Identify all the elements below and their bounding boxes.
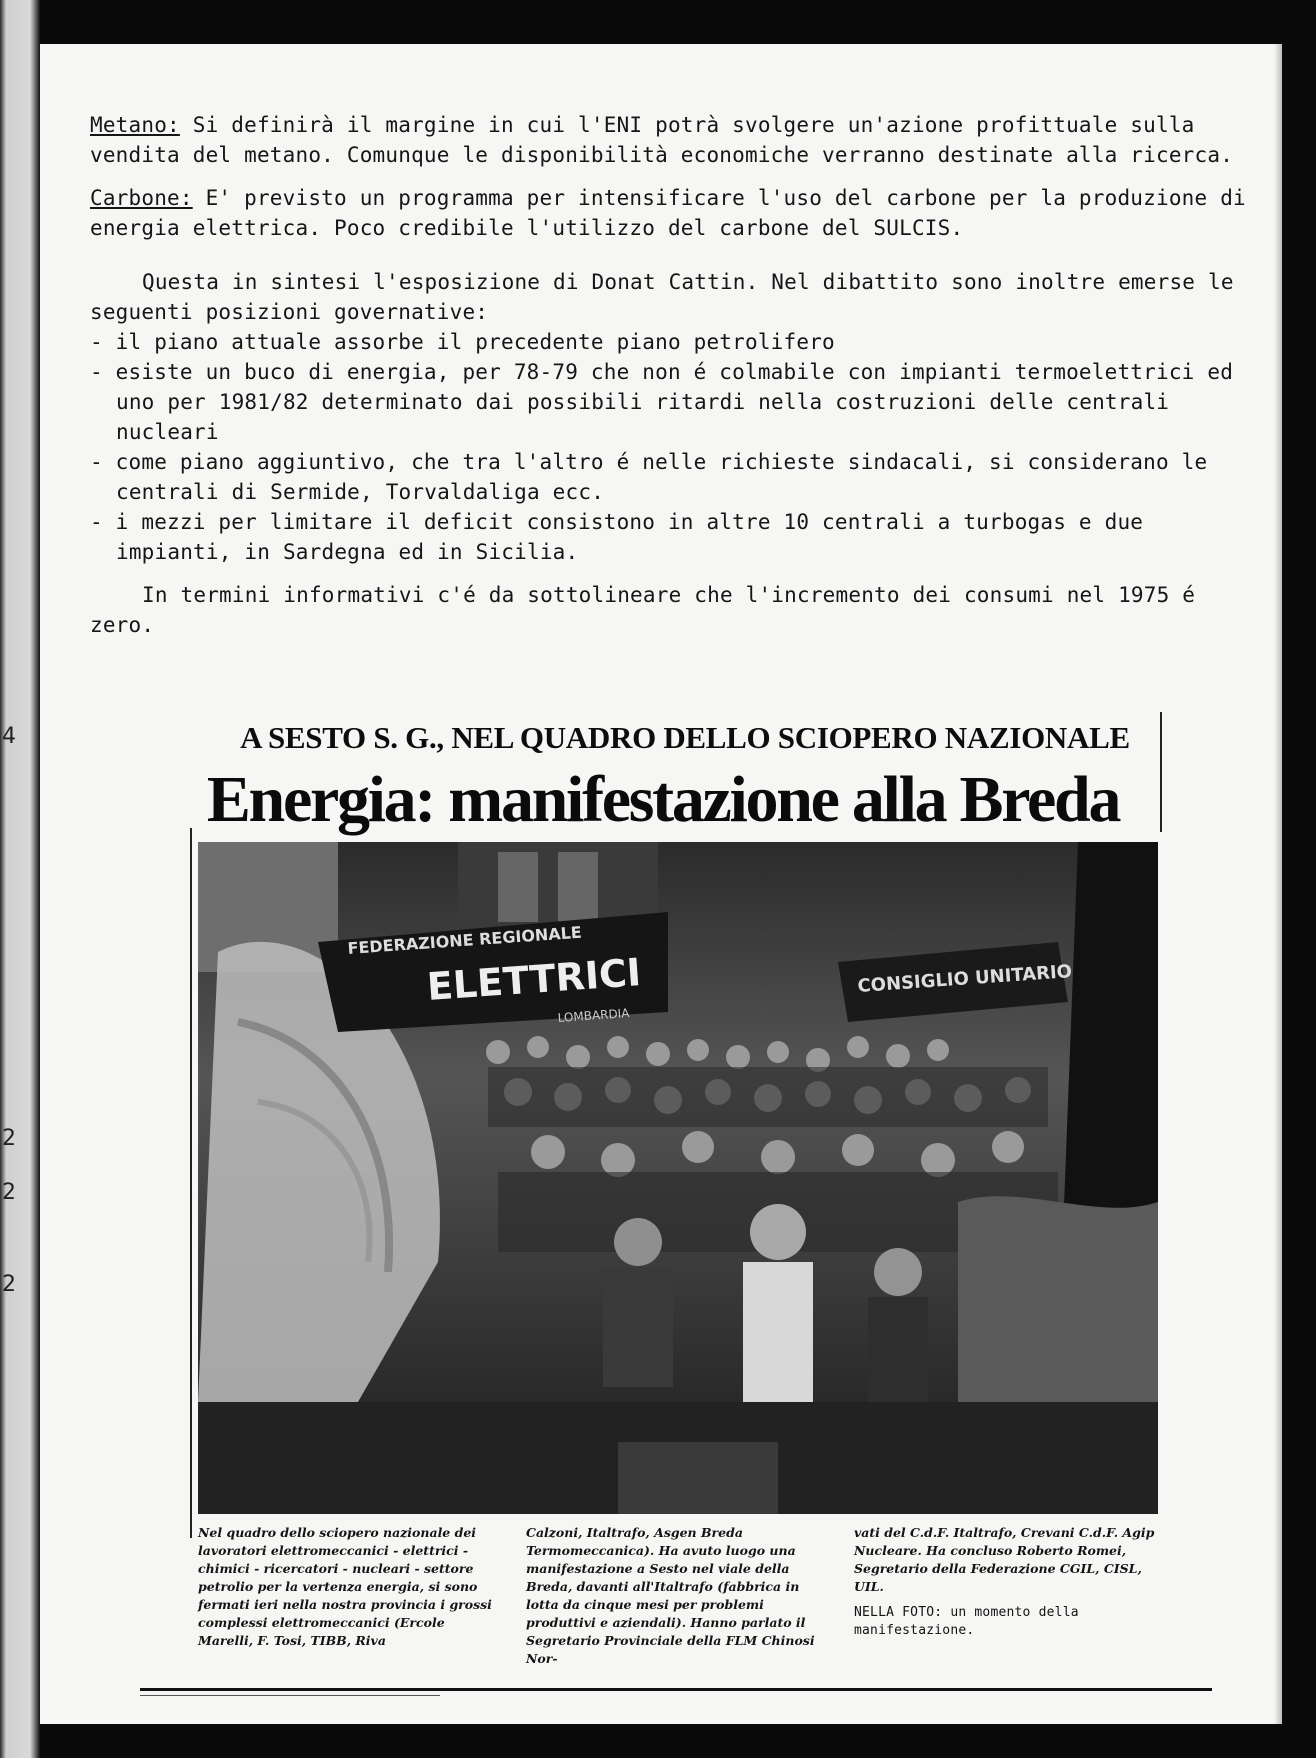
bottom-rule	[140, 1688, 1212, 1691]
margin-mark: 2	[2, 1126, 16, 1151]
margin-mark: 2	[2, 1272, 16, 1297]
list-item: - i mezzi per limitare il deficit consistono in altre 10 centrali a turbogas e due impianti, in Sardegna ed in Sicilia.	[90, 510, 1144, 564]
list-item: - il piano attuale assorbe il precedente piano petrolifero	[90, 330, 835, 354]
left-page-edge	[0, 0, 40, 1758]
closing-paragraph	[90, 580, 1260, 640]
demonstration-photo	[198, 842, 1158, 1514]
typewritten-body	[90, 110, 1260, 653]
banner-left-bottom: LOMBARDIA	[557, 1006, 630, 1025]
margin-mark: 2	[2, 1180, 16, 1205]
metano-paragraph	[90, 110, 1260, 170]
carbone-paragraph	[90, 183, 1260, 243]
bottom-rule-thin	[140, 1695, 440, 1696]
caption-column-3	[854, 1524, 1158, 1668]
metano-text: Si definirà il margine in cui l'ENI potrà svolgere un'azione profittuale sulla vendita del metano. Comunque le disponibilità economiche verranno destinate alla ricerca.	[90, 113, 1234, 167]
metano-term: Metano:	[90, 113, 180, 137]
list-item: - come piano aggiuntivo, che tra l'altro é nelle richieste sindacali, si considerano le centrali di Sermide, Torvaldaliga ecc.	[90, 450, 1208, 504]
newspaper-clipping	[140, 668, 1230, 1708]
caption-column-2: Calzoni, Italtrafo, Asgen Breda Termomeccanica). Ha avuto luogo una manifestazione a Sesto nel viale della Breda, davanti all'Italtrafo (fabbrica in lotta da cinque mesi per problemi produttivi e aziendali). Hanno parlato il Segretario Provinciale della FLM Chinosi Nor-	[526, 1525, 815, 1666]
banner-left-top: FEDERAZIONE REGIONALE	[346, 922, 583, 958]
banner-right: CONSIGLIO UNITARIO	[856, 961, 1073, 997]
document-page	[40, 44, 1282, 1724]
photo-caption	[198, 1524, 1158, 1668]
banner-left-main: ELETTRICI	[425, 950, 643, 1009]
list-item: - esiste un buco di energia, per 78-79 che non é colmabile con impianti termoelettrici ed uno per 1981/82 determinato dai possibili ritardi nella costruzioni delle centrali nucleari	[90, 360, 1234, 444]
caption-column-3-text: vati del C.d.F. Italtrafo, Crevani C.d.F. Agip Nucleare. Ha concluso Roberto Romei, Segretario della Federazione CGIL, CISL, UIL.	[854, 1525, 1155, 1594]
margin-mark: 4	[2, 724, 16, 749]
column-rule	[190, 828, 192, 1538]
clipping-kicker: A SESTO S. G., NEL QUADRO DELLO SCIOPERO NAZIONALE	[240, 720, 1130, 755]
column-rule	[1160, 712, 1162, 832]
summary-text: Questa in sintesi l'esposizione di Donat Cattin. Nel dibattito sono inoltre emerse le seguenti posizioni governative:	[90, 270, 1234, 324]
photo-illustration	[198, 842, 1158, 1514]
clipping-headline: Energia: manifestazione alla Breda	[206, 763, 1120, 836]
positions-list	[90, 327, 1260, 567]
summary-paragraph	[90, 267, 1260, 327]
caption-column-1: Nel quadro dello sciopero nazionale dei lavoratori elettromeccanici - elettrici - chimici - ricercatori - nucleari - settore petrolio per la vertenza energia, si sono fermati ieri nella nostra provincia i grossi complessi elettromeccanici (Ercole Marelli, F. Tosi, TIBB, Riva	[198, 1525, 492, 1648]
carbone-term: Carbone:	[90, 186, 193, 210]
photo-note: NELLA FOTO: un momento della manifestazione.	[854, 1605, 1079, 1638]
closing-text: In termini informativi c'é da sottolineare che l'incremento dei consumi nel 1975 é zero.	[90, 583, 1196, 637]
carbone-text: E' previsto un programma per intensificare l'uso del carbone per la produzione di energia elettrica. Poco credibile l'utilizzo del carbone del SULCIS.	[90, 186, 1246, 240]
